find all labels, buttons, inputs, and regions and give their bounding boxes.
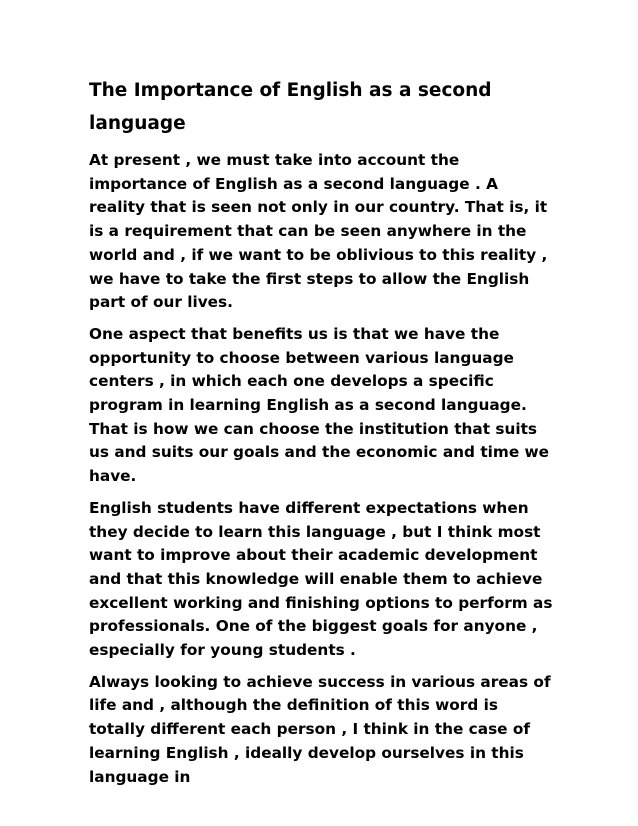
paragraph-4: Always looking to achieve success in various areas of life and , although the definition of this word is totally different each person , I think in the case of learning English , ideally develop ourselves in this language in [89, 672, 551, 786]
paragraph-1: At present , we must take into account the importance of English as a second language . A reality that is seen not only in our country. That is, it is a requirement that can be seen anywhere in the world and , if we want to be oblivious to this reality , we have to take the first steps to allow the English part of our lives. [89, 151, 548, 312]
document-title: The Importance of English as a second language [89, 80, 492, 134]
paragraph-2: One aspect that benefits us is that we have the opportunity to choose between various language centers , in which each one develops a specific program in learning English as a second language. That is how we can choose the institution that suits us and suits our goals and the economic and time we have. [89, 324, 550, 486]
document-body [89, 74, 559, 797]
paragraph-3: English students have different expectations when they decide to learn this language , but I think most want to improve about their academic development and that this knowledge will enable them to achieve excellent working and finishing options to perform as professionals. One of the biggest goals for anyone , especially for young students . [89, 498, 553, 660]
